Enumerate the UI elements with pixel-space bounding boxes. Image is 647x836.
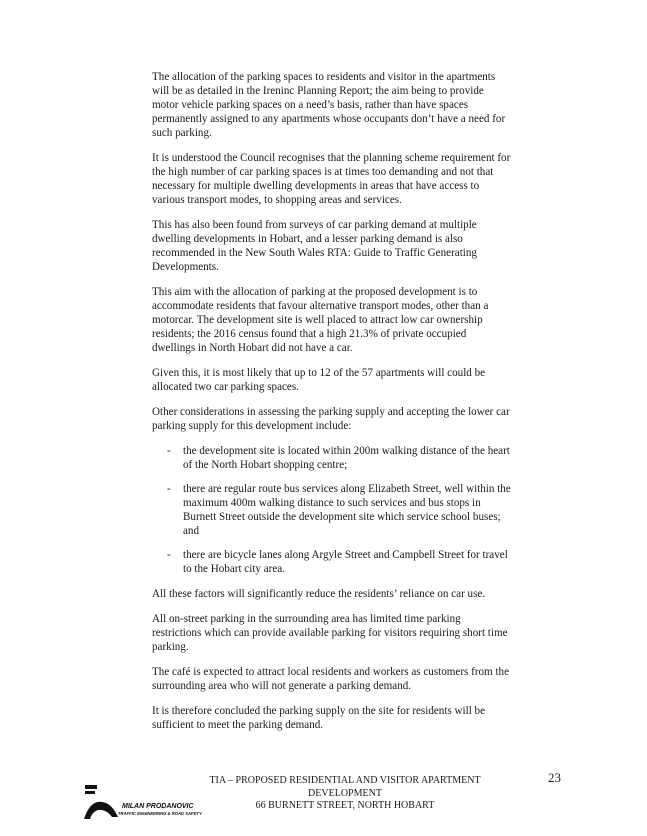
list-item [152,482,512,538]
paragraph: It is understood the Council recognises that the planning scheme requirement for the high number of car parking spaces is at times too demanding and not that necessary for multiple dwelling developments in areas that have access to various transport modes, to shopping areas and services. [152,152,511,206]
paragraph: It is therefore concluded the parking supply on the site for residents will be sufficient to meet the parking demand. [152,705,486,731]
footer-line: TIA – PROPOSED RESIDENTIAL AND VISITOR APARTMENT [209,775,481,786]
list-dash: - [167,445,171,457]
list-item [152,444,512,472]
list-item-text: there are bicycle lanes along Argyle Street and Campbell Street for travel to the Hobart city area. [183,549,508,575]
paragraph: This has also been found from surveys of car parking demand at multiple dwelling developments in Hobart, and a lesser parking demand is also recommended in the New South Wales RTA: Guide to Traffic Generating Developments. [152,219,477,273]
page-number: 23 [548,770,561,785]
paragraph: All these factors will significantly reduce the residents’ reliance on car use. [152,588,486,600]
paragraph: This aim with the allocation of parking at the proposed development is to accommodate residents that favour alternative transport modes, other than a motorcar. The development site is well placed to attract low car ownership residents; the 2016 census found that a high 21.3% of private occupied dwellings in North Hobart did not have a car. [152,286,489,354]
paragraph: Given this, it is most likely that up to 12 of the 57 apartments will could be allocated two car parking spaces. [152,367,486,393]
road-sign-icon [82,783,122,823]
list-item-text: there are regular route bus services along Elizabeth Street, well within the maximum 400m walking distance to such services and bus stops in Burnett Street outside the development site which service school buses; and [183,483,511,537]
body-text [152,70,512,743]
logo-name: MILAN PRODANOVIC [122,803,194,810]
footer-title [200,775,490,813]
logo-tagline: TRAFFIC ENGINEERING & ROAD SAFETY [118,811,202,816]
considerations-list [152,444,512,576]
list-item [152,548,512,576]
paragraph: All on-street parking in the surrounding area has limited time parking restrictions which can provide available parking for visitors requiring short time parking. [152,613,508,653]
footer-line: DEVELOPMENT [308,787,382,799]
paragraph: The café is expected to attract local residents and workers as customers from the surrounding area who will not generate a parking demand. [152,666,510,692]
list-item-text: the development site is located within 200m walking distance of the heart of the North Hobart shopping centre; [183,445,510,471]
paragraph: The allocation of the parking spaces to residents and visitor in the apartments will be as detailed in the Ireninc Planning Report; the aim being to provide motor vehicle parking spaces on a need’s basis, rather than have spaces permanently assigned to any apartments whose occupants don’t have a need for such parking. [152,71,506,139]
footer-line: 66 BURNETT STREET, NORTH HOBART [255,800,435,811]
paragraph: Other considerations in assessing the parking supply and accepting the lower car parking supply for this development include: [152,406,510,432]
list-dash: - [167,549,171,561]
list-dash: - [167,483,171,495]
